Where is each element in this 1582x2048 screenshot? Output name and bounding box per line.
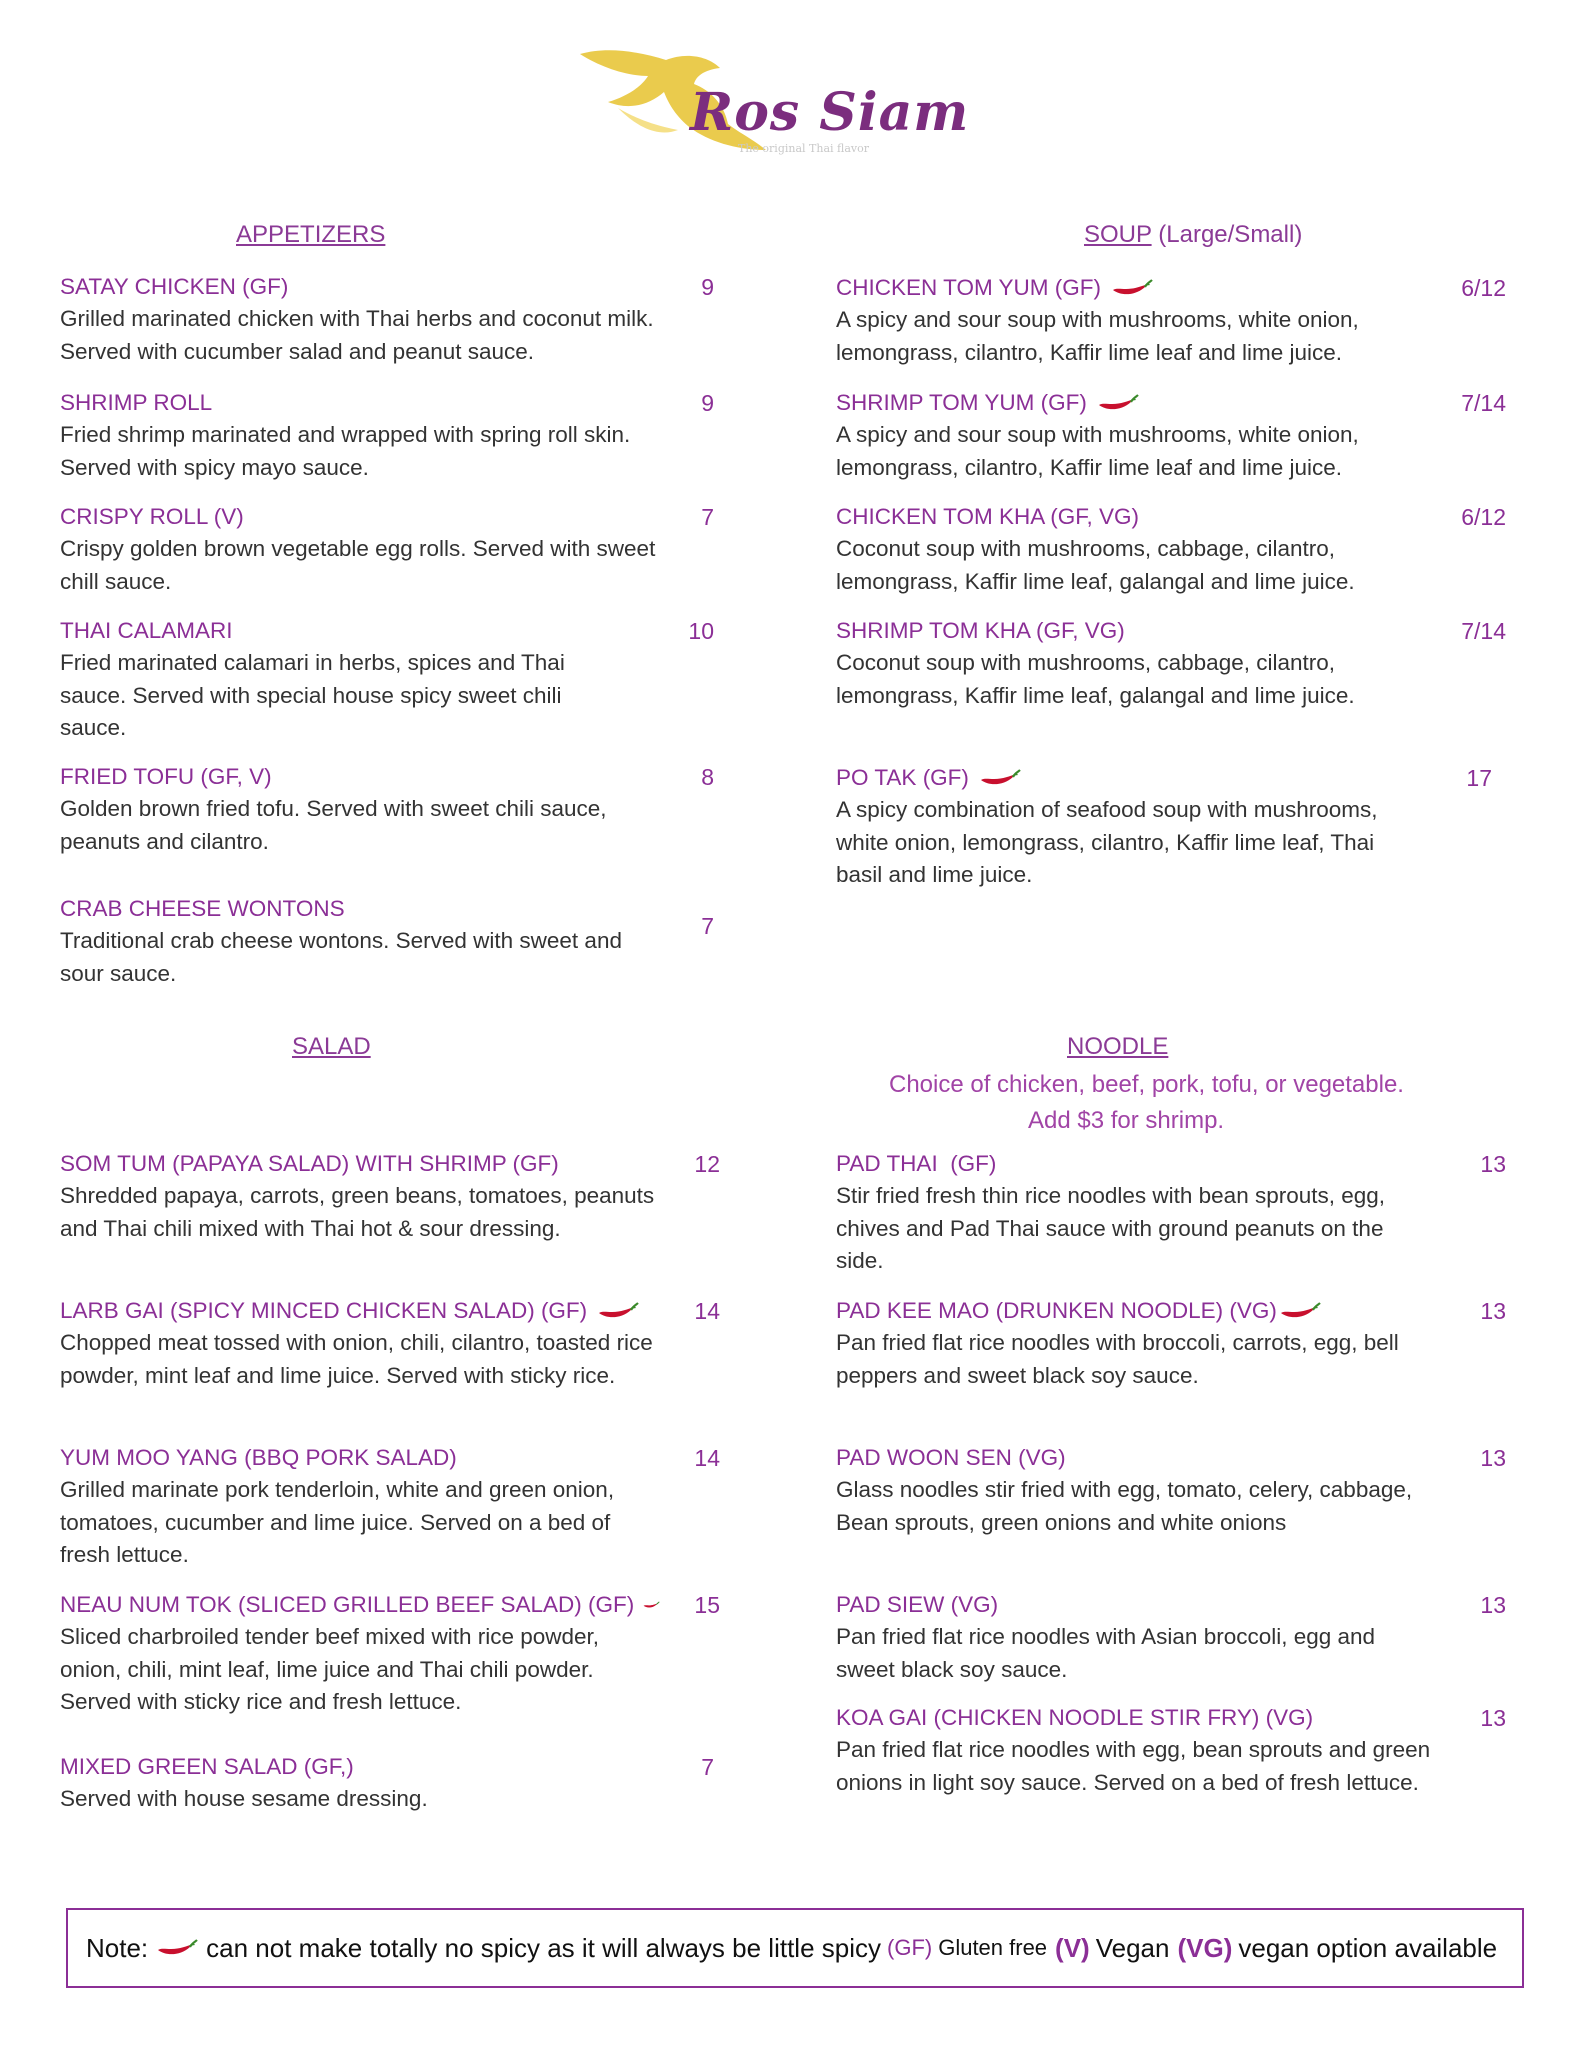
- soup-heading: SOUP (Large/Small): [1084, 221, 1303, 248]
- menu-item: [60, 1295, 660, 1392]
- item-name: THAI CALAMARI: [60, 618, 233, 643]
- item-description: Glass noodles stir fried with egg, tomato, celery, cabbage, Bean sprouts, green onions and white onions: [836, 1477, 1413, 1535]
- item-name: PO TAK (GF): [836, 762, 1416, 794]
- item-price: 12: [694, 1151, 720, 1177]
- item-name: PAD SIEW (VG): [836, 1592, 999, 1617]
- item-price: 14: [694, 1298, 720, 1324]
- menu-item: [836, 762, 1416, 892]
- menu-item: [60, 271, 660, 368]
- item-name: NEAU NUM TOK (SLICED GRILLED BEEF SALAD) (GF): [60, 1589, 660, 1621]
- item-price: 10: [688, 618, 714, 644]
- menu-item: [60, 893, 660, 990]
- chili-pepper-icon: [977, 767, 1021, 789]
- item-name: PAD KEE MAO (DRUNKEN NOODLE) (VG): [836, 1295, 1436, 1327]
- note-label: Note:: [86, 1932, 149, 1963]
- item-price: 13: [1480, 1705, 1506, 1731]
- menu-item: [836, 1702, 1436, 1799]
- menu-item: [836, 501, 1416, 598]
- item-price: 13: [1480, 1592, 1506, 1618]
- item-description: Served with house sesame dressing.: [60, 1786, 428, 1811]
- v-text: Vegan: [1095, 1932, 1170, 1963]
- menu-item: [60, 1148, 660, 1245]
- menu-item: [60, 387, 660, 484]
- noodle-shrimp-note: Add $3 for shrimp.: [1028, 1107, 1225, 1134]
- item-name: CHICKEN TOM YUM (GF): [836, 272, 1416, 304]
- menu-item: [60, 615, 600, 745]
- item-name: CRAB CHEESE WONTONS: [60, 896, 345, 921]
- item-price: 17: [1466, 765, 1492, 791]
- item-description: Coconut soup with mushrooms, cabbage, cilantro, lemongrass, Kaffir lime leaf, galangal and lime juice.: [836, 536, 1355, 594]
- item-price: 9: [701, 274, 714, 300]
- logo-tagline: The original Thai flavor: [738, 142, 870, 155]
- menu-item: [836, 1148, 1436, 1278]
- item-price: 7/14: [1461, 618, 1506, 644]
- dietary-note: [66, 1908, 1524, 1988]
- menu-item: [836, 1295, 1436, 1392]
- item-price: 7: [701, 1754, 714, 1780]
- chili-pepper-icon: [642, 1594, 660, 1616]
- chili-pepper-icon: [1277, 1300, 1321, 1322]
- restaurant-logo: [578, 46, 978, 158]
- item-price: 8: [701, 764, 714, 790]
- salad-heading: SALAD: [292, 1033, 371, 1060]
- logo-wordmark: Ros Siam: [690, 82, 970, 143]
- chili-pepper-icon: [1095, 392, 1139, 414]
- item-name: CRISPY ROLL (V): [60, 504, 244, 529]
- item-name: SATAY CHICKEN (GF): [60, 274, 289, 299]
- menu-item: [836, 615, 1416, 712]
- item-description: Fried shrimp marinated and wrapped with spring roll skin. Served with spicy mayo sauce.: [60, 422, 631, 480]
- item-description: Pan fried flat rice noodles with Asian broccoli, egg and sweet black soy sauce.: [836, 1624, 1376, 1682]
- v-code: (V): [1055, 1932, 1090, 1963]
- item-description: Crispy golden brown vegetable egg rolls. Served with sweet chill sauce.: [60, 536, 656, 594]
- item-name: KOA GAI (CHICKEN NOODLE STIR FRY) (VG): [836, 1705, 1314, 1730]
- item-description: Coconut soup with mushrooms, cabbage, cilantro, lemongrass, Kaffir lime leaf, galangal and lime juice.: [836, 650, 1355, 708]
- menu-item: [836, 1442, 1456, 1539]
- gf-text: Gluten free: [938, 1935, 1048, 1960]
- item-description: A spicy and sour soup with mushrooms, white onion, lemongrass, cilantro, Kaffir lime leaf and lime juice.: [836, 307, 1359, 365]
- item-price: 13: [1480, 1445, 1506, 1471]
- item-name: YUM MOO YANG (BBQ PORK SALAD): [60, 1445, 457, 1470]
- item-price: 6/12: [1461, 504, 1506, 530]
- vg-code: (VG): [1177, 1932, 1233, 1963]
- item-description: Sliced charbroiled tender beef mixed with rice powder, onion, chili, mint leaf, lime juice and Thai chili powder. Served with sticky rice and fresh lettuce.: [60, 1624, 600, 1714]
- item-description: A spicy and sour soup with mushrooms, white onion, lemongrass, cilantro, Kaffir lime leaf and lime juice.: [836, 422, 1359, 480]
- item-price: 13: [1480, 1298, 1506, 1324]
- menu-item: [836, 1589, 1436, 1686]
- noodle-choice-note: Choice of chicken, beef, pork, tofu, or vegetable.: [889, 1071, 1404, 1098]
- item-name: SHRIMP TOM YUM (GF): [836, 387, 1416, 419]
- item-description: Pan fried flat rice noodles with egg, bean sprouts and green onions in light soy sauce. Served on a bed of fresh lettuce.: [836, 1737, 1431, 1795]
- chili-pepper-icon: [595, 1300, 639, 1322]
- item-description: Stir fried fresh thin rice noodles with bean sprouts, egg, chives and Pad Thai sauce with ground peanuts on the side.: [836, 1183, 1386, 1273]
- item-price: 14: [694, 1445, 720, 1471]
- item-name: SHRIMP ROLL: [60, 390, 213, 415]
- menu-item: [60, 1442, 660, 1572]
- item-description: Pan fried flat rice noodles with broccoli, carrots, egg, bell peppers and sweet black soy sauce.: [836, 1330, 1399, 1388]
- item-name: LARB GAI (SPICY MINCED CHICKEN SALAD) (GF): [60, 1295, 660, 1327]
- item-name: SOM TUM (PAPAYA SALAD) WITH SHRIMP (GF): [60, 1151, 559, 1176]
- appetizers-heading: APPETIZERS: [236, 221, 386, 248]
- item-name: PAD THAI (GF): [836, 1151, 997, 1176]
- item-description: Grilled marinated chicken with Thai herbs and coconut milk. Served with cucumber salad and peanut sauce.: [60, 306, 654, 364]
- menu-item: [60, 1589, 660, 1719]
- vg-text: vegan option available: [1238, 1932, 1498, 1963]
- item-price: 9: [701, 390, 714, 416]
- item-description: Shredded papaya, carrots, green beans, tomatoes, peanuts and Thai chili mixed with Thai hot & sour dressing.: [60, 1183, 655, 1241]
- menu-item: [836, 272, 1416, 369]
- menu-item: [60, 1751, 660, 1816]
- item-description: Grilled marinate pork tenderloin, white and green onion, tomatoes, cucumber and lime juice. Served on a bed of fresh lettuce.: [60, 1477, 615, 1567]
- item-price: 6/12: [1461, 275, 1506, 301]
- gf-code: (GF): [887, 1935, 933, 1960]
- chili-pepper-icon: [154, 1937, 198, 1959]
- noodle-heading: NOODLE: [1067, 1033, 1169, 1060]
- item-price: 7/14: [1461, 390, 1506, 416]
- menu-item: [60, 761, 660, 858]
- item-description: A spicy combination of seafood soup with mushrooms, white onion, lemongrass, cilantro, Kaffir lime leaf, Thai basil and lime juice.: [836, 797, 1378, 887]
- menu-item: [836, 387, 1416, 484]
- item-name: MIXED GREEN SALAD (GF,): [60, 1754, 354, 1779]
- item-description: Traditional crab cheese wontons. Served with sweet and sour sauce.: [60, 928, 622, 986]
- item-description: Fried marinated calamari in herbs, spices and Thai sauce. Served with special house spicy sweet chili sauce.: [60, 650, 565, 740]
- item-name: PAD WOON SEN (VG): [836, 1445, 1066, 1470]
- note-spicy-text: can not make totally no spicy as it will always be little spicy: [206, 1932, 881, 1963]
- item-price: 7: [701, 504, 714, 530]
- item-price: 13: [1480, 1151, 1506, 1177]
- item-name: SHRIMP TOM KHA (GF, VG): [836, 618, 1125, 643]
- item-description: Chopped meat tossed with onion, chili, cilantro, toasted rice powder, mint leaf and lime juice. Served with sticky rice.: [60, 1330, 653, 1388]
- item-description: Golden brown fried tofu. Served with sweet chili sauce, peanuts and cilantro.: [60, 796, 607, 854]
- menu-item: [60, 501, 660, 598]
- item-name: CHICKEN TOM KHA (GF, VG): [836, 504, 1139, 529]
- item-name: FRIED TOFU (GF, V): [60, 764, 272, 789]
- item-price: 15: [694, 1592, 720, 1618]
- chili-pepper-icon: [1109, 277, 1153, 299]
- item-price: 7: [701, 913, 714, 939]
